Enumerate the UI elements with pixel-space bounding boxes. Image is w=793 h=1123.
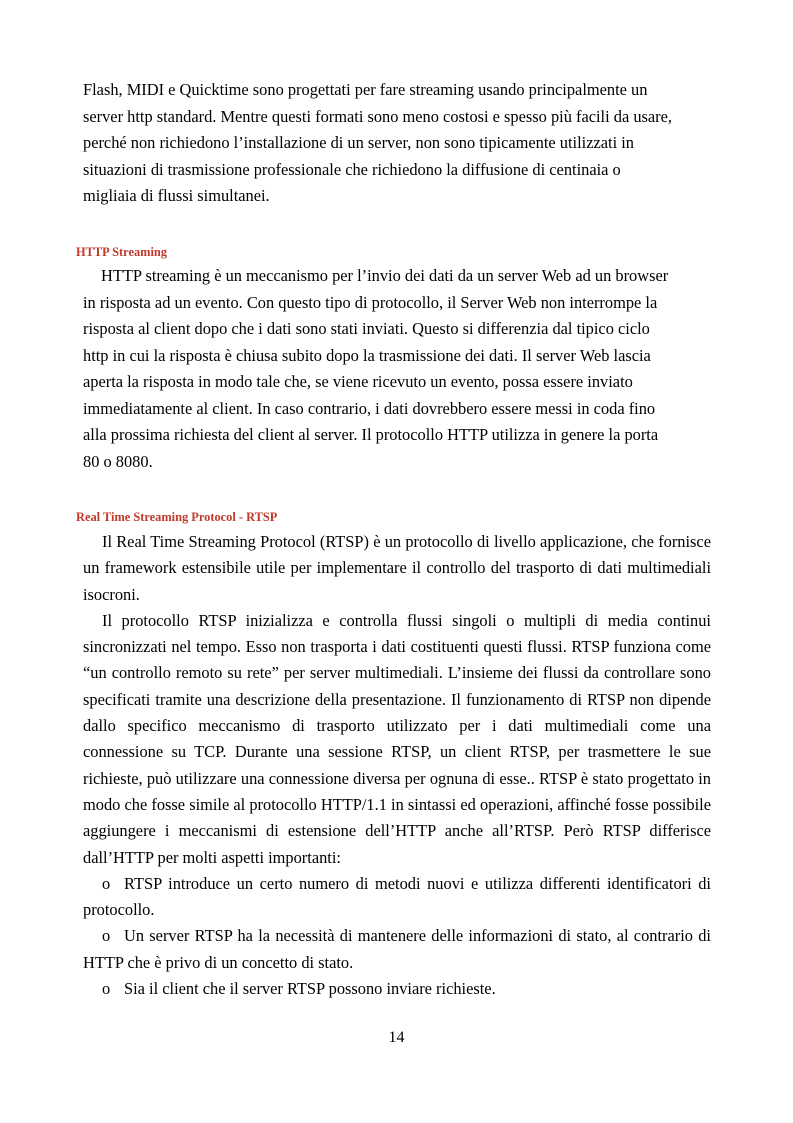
intro-line: server http standard. Mentre questi formati sono meno costosi e spesso più facili da usare, bbox=[83, 106, 673, 126]
rtsp-body bbox=[83, 529, 711, 1002]
rtsp-bullet-item bbox=[83, 923, 711, 976]
http-line: immediatamente al client. In caso contrario, i dati dovrebbero essere messi in coda fino bbox=[83, 398, 656, 418]
rtsp-paragraph: Il Real Time Streaming Protocol (RTSP) è un protocollo di livello applicazione, che fornisce un framework estensibile utile per implementare il controllo del trasporto di dati multimediali isocroni. bbox=[83, 532, 711, 604]
bullet-circle-icon: o bbox=[102, 979, 111, 999]
bullet-text: RTSP introduce un certo numero di metodi nuovi e utilizza differenti identificatori di protocollo. bbox=[83, 873, 711, 920]
http-line: aperta la risposta in modo tale che, se viene ricevuto un evento, possa essere inviato bbox=[83, 372, 633, 391]
http-streaming-heading: HTTP Streaming bbox=[76, 245, 167, 259]
http-line: risposta al client dopo che i dati sono stati inviati. Questo si differenzia dal tipico ciclo bbox=[83, 319, 650, 338]
intro-line: migliaia di flussi simultanei. bbox=[83, 186, 270, 205]
rtsp-bullet-item bbox=[83, 976, 711, 1002]
intro-line: Flash, MIDI e Quicktime sono progettati per fare streaming usando principalmente un bbox=[83, 80, 648, 99]
http-line: alla prossima richiesta del client al server. Il protocollo HTTP utilizza in genere la porta bbox=[83, 425, 659, 444]
intro-line: perché non richiedono l’installazione di un server, non sono tipicamente utilizzati in bbox=[83, 133, 634, 152]
bullet-circle-icon: o bbox=[102, 873, 111, 893]
http-streaming-paragraph bbox=[83, 263, 723, 475]
bullet-text: Un server RTSP ha la necessità di mantenere delle informazioni di stato, al contrario di HTTP che è privo di un concetto di stato. bbox=[83, 926, 711, 972]
intro-paragraph bbox=[83, 77, 723, 210]
rtsp-bullet-item bbox=[83, 871, 711, 924]
http-line: in risposta ad un evento. Con questo tipo di protocollo, il Server Web non interrompe la bbox=[83, 292, 658, 312]
http-line: 80 o 8080. bbox=[83, 451, 153, 471]
intro-line: situazioni di trasmissione professionale che richiedono la diffusione di centinaia o bbox=[83, 159, 621, 179]
rtsp-paragraph: Il protocollo RTSP inizializza e controlla flussi singoli o multipli di media continui sincronizzati nel tempo. Esso non trasporta i dati costituenti questi flussi. RTSP funziona come “un controllo remoto su rete” per server multimediali. L’insieme dei flussi da controllare sono specificati tramite una descrizione della presentazione. Il funzionamento di RTSP non dipende dallo specifico meccanismo di trasporto utilizzato per i dati multimediali come una connessione su TCP. Durante una sessione RTSP, un client RTSP, per trasmettere le sue richieste, può utilizzare una connessione diversa per ognuna di esse.. RTSP è stato progettato in modo che fosse simile al protocollo HTTP/1.1 in sintassi ed operazioni, affinché fosse possibile aggiungere i meccanismi di estensione dell’HTTP anche all’RTSP. Però RTSP differisce dall’HTTP per molti aspetti importanti: bbox=[83, 610, 711, 867]
http-line: HTTP streaming è un meccanismo per l’invio dei dati da un server Web ad un browser bbox=[101, 266, 669, 285]
http-line: http in cui la risposta è chiusa subito dopo la trasmissione dei dati. Il server Web lascia bbox=[83, 345, 651, 365]
rtsp-heading: Real Time Streaming Protocol - RTSP bbox=[76, 510, 278, 524]
bullet-text: Sia il client che il server RTSP possono inviare richieste. bbox=[124, 979, 496, 999]
bullet-circle-icon: o bbox=[102, 926, 111, 946]
page-number: 14 bbox=[388, 1029, 405, 1046]
